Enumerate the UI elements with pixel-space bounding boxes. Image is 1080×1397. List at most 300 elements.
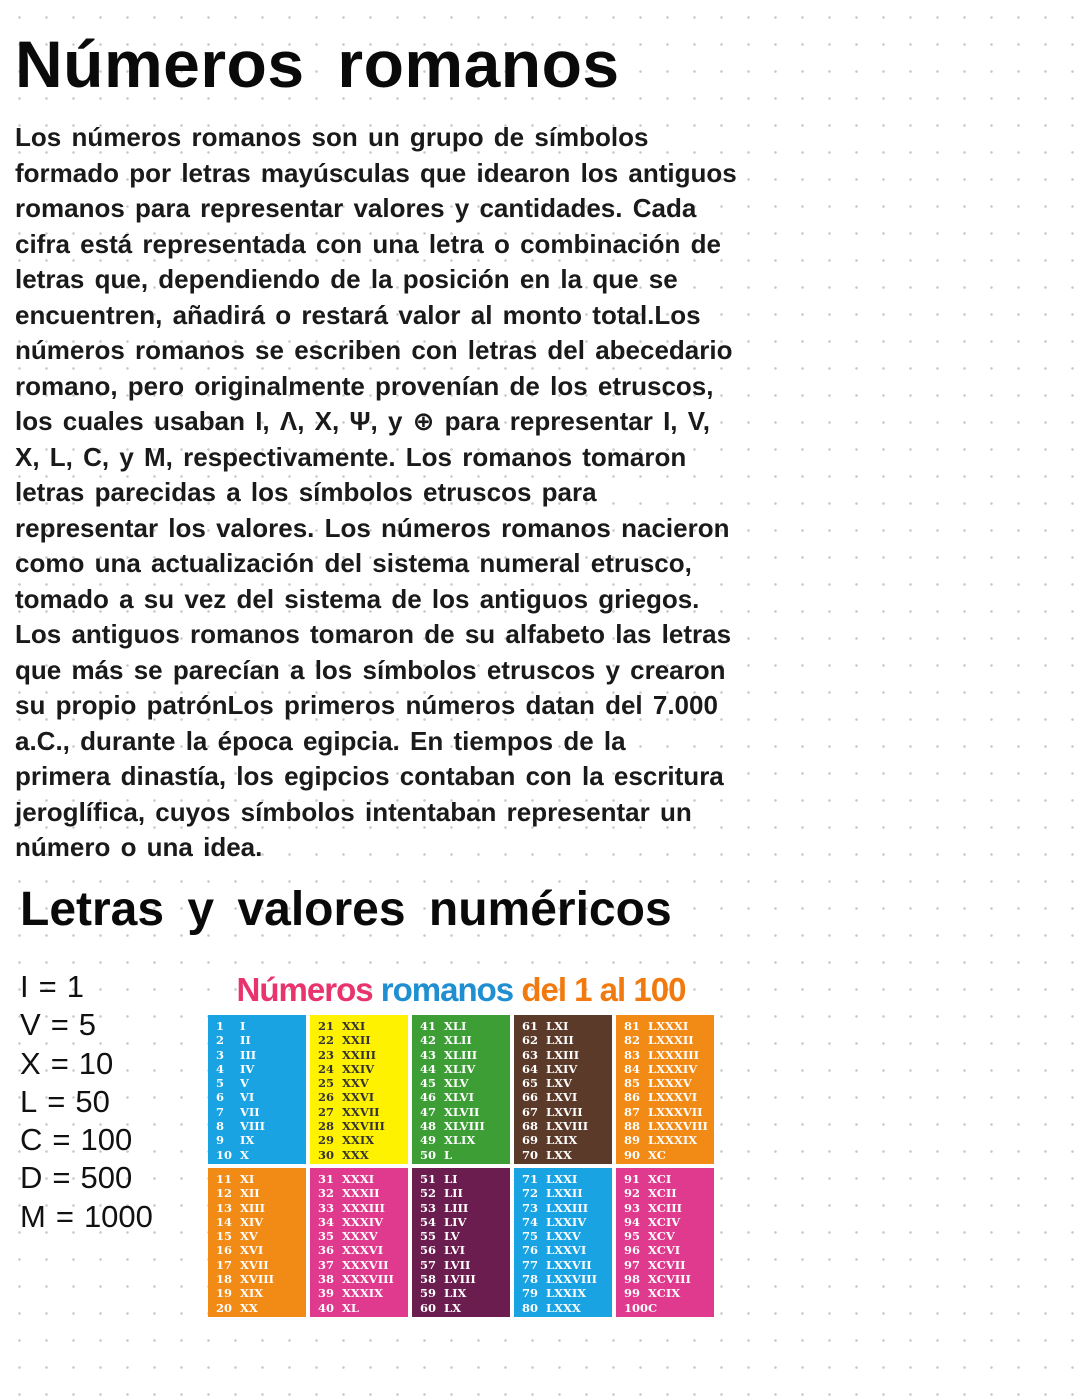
roman-number: XVIII — [240, 1272, 274, 1287]
roman-number: LXXVI — [546, 1243, 587, 1258]
intro-line: romano, pero originalmente provenían de los etruscos, — [15, 370, 714, 401]
numeral-row — [318, 1301, 408, 1315]
arabic-number: 3 — [216, 1047, 225, 1062]
roman-number: LXXXIII — [648, 1047, 699, 1062]
intro-line: su propio patrónLos primeros números datan del 7.000 — [15, 690, 718, 720]
legend-equals: = — [55, 1198, 74, 1234]
numeral-row — [420, 1019, 510, 1033]
arabic-number: 18 — [216, 1272, 233, 1287]
arabic-number: 30 — [318, 1147, 335, 1162]
numeral-row — [624, 1172, 714, 1186]
numeral-row — [624, 1258, 714, 1272]
numeral-row — [216, 1186, 306, 1200]
arabic-number: 71 — [522, 1172, 539, 1186]
arabic-number: 12 — [216, 1186, 233, 1201]
roman-number: X — [240, 1147, 249, 1162]
roman-number: XCVI — [648, 1243, 681, 1258]
numeral-row — [216, 1033, 306, 1047]
roman-number: LXXXIV — [648, 1061, 698, 1076]
arabic-number: 43 — [420, 1047, 437, 1062]
numeral-block — [616, 1168, 714, 1317]
letter-value-list — [20, 968, 153, 1236]
arabic-number: 96 — [624, 1243, 641, 1258]
numeral-row — [216, 1215, 306, 1229]
roman-number: XLIII — [444, 1047, 478, 1062]
legend-item — [20, 1045, 153, 1083]
arabic-number: 32 — [318, 1186, 335, 1201]
roman-number: LXVII — [546, 1104, 583, 1119]
arabic-number: 100 — [624, 1300, 649, 1315]
numeral-row — [420, 1105, 510, 1119]
arabic-number: 17 — [216, 1257, 233, 1272]
roman-number: XXXVII — [342, 1257, 389, 1272]
numeral-row — [420, 1076, 510, 1090]
roman-number: XXI — [342, 1019, 366, 1033]
numeral-block — [412, 1168, 510, 1317]
numeral-row — [420, 1272, 510, 1286]
numeral-row — [420, 1229, 510, 1243]
arabic-number: 76 — [522, 1243, 539, 1258]
numeral-row — [420, 1172, 510, 1186]
roman-number: XIV — [240, 1214, 264, 1229]
roman-number: XI — [240, 1172, 255, 1186]
roman-number: XV — [240, 1229, 258, 1244]
legend-value: 5 — [78, 1007, 97, 1043]
numeral-row — [216, 1148, 306, 1162]
arabic-number: 64 — [522, 1061, 539, 1076]
numeral-row — [318, 1229, 408, 1243]
numeral-row — [420, 1148, 510, 1162]
arabic-number: 55 — [420, 1229, 437, 1244]
roman-number: L — [444, 1147, 453, 1162]
roman-number: LXXV — [546, 1229, 581, 1244]
legend-letter: C — [20, 1122, 43, 1158]
numeral-row — [624, 1243, 714, 1257]
legend-letter: X — [20, 1045, 41, 1081]
roman-number: XXX — [342, 1147, 369, 1162]
roman-number: XCII — [648, 1186, 677, 1201]
legend-value: 50 — [75, 1083, 110, 1119]
legend-letter: V — [20, 1007, 41, 1043]
arabic-number: 14 — [216, 1214, 233, 1229]
intro-line: Los antiguos romanos tomaron de su alfabeto las letras — [15, 619, 732, 649]
arabic-number: 9 — [216, 1133, 225, 1148]
legend-letter: I — [20, 969, 29, 1004]
roman-number: XL — [342, 1300, 360, 1315]
arabic-number: 53 — [420, 1200, 437, 1215]
numeral-row — [420, 1119, 510, 1133]
arabic-number: 49 — [420, 1133, 437, 1148]
roman-number: XCI — [648, 1172, 672, 1186]
arabic-number: 36 — [318, 1243, 335, 1258]
numeral-row — [216, 1090, 306, 1104]
numeral-row — [624, 1229, 714, 1243]
arabic-number: 1 — [216, 1019, 225, 1033]
roman-number: LV — [444, 1229, 460, 1244]
numeral-row — [522, 1201, 612, 1215]
arabic-number: 50 — [420, 1147, 437, 1162]
arabic-number: 7 — [216, 1104, 225, 1119]
roman-number: LXIX — [546, 1133, 578, 1148]
roman-number: XXVIII — [342, 1119, 385, 1134]
numeral-row — [318, 1048, 408, 1062]
roman-number: LXXVII — [546, 1257, 592, 1272]
numeral-row — [522, 1301, 612, 1315]
intro-line: letras parecidas a los símbolos etruscos para — [15, 477, 597, 507]
arabic-number: 88 — [624, 1119, 641, 1134]
roman-number: LVIII — [444, 1272, 476, 1287]
arabic-number: 66 — [522, 1090, 539, 1105]
arabic-number: 59 — [420, 1286, 437, 1301]
arabic-number: 84 — [624, 1061, 641, 1076]
arabic-number: 4 — [216, 1061, 225, 1076]
intro-line: tomado a su vez del sistema de los antiguos griegos. — [15, 583, 700, 614]
roman-number: LXXXI — [648, 1019, 689, 1033]
arabic-number: 72 — [522, 1186, 539, 1201]
numeral-row — [216, 1133, 306, 1147]
roman-number: XC — [648, 1147, 666, 1162]
arabic-number: 44 — [420, 1061, 437, 1076]
roman-number: XLII — [444, 1033, 472, 1048]
arabic-number: 16 — [216, 1243, 233, 1258]
arabic-number: 33 — [318, 1200, 335, 1215]
numeral-row — [318, 1272, 408, 1286]
intro-line: cifra está representada con una letra o combinación de — [15, 228, 721, 259]
roman-number: LXXX — [546, 1300, 581, 1315]
numeral-row — [420, 1048, 510, 1062]
roman-number: XXXII — [342, 1186, 380, 1201]
roman-number: LX — [444, 1300, 462, 1315]
intro-line: los cuales usaban I, Λ, X, Ψ, y ⊕ para representar I, V, — [15, 406, 710, 436]
numeral-row — [318, 1243, 408, 1257]
numeral-row — [420, 1062, 510, 1076]
legend-item — [20, 1083, 153, 1121]
roman-number: XVII — [240, 1257, 269, 1272]
roman-number: XLIX — [444, 1133, 476, 1148]
arabic-number: 85 — [624, 1076, 641, 1091]
numeral-row — [624, 1090, 714, 1104]
numeral-block — [310, 1015, 408, 1164]
arabic-number: 46 — [420, 1090, 437, 1105]
arabic-number: 90 — [624, 1147, 641, 1162]
legend-equals: = — [38, 969, 57, 1004]
roman-number: XXII — [342, 1033, 371, 1048]
page-title: Números romanos — [15, 27, 620, 101]
arabic-number: 29 — [318, 1133, 335, 1148]
roman-number: LXI — [546, 1019, 569, 1033]
numeral-row — [522, 1019, 612, 1033]
numeral-block — [208, 1015, 306, 1164]
numeral-row — [624, 1301, 714, 1315]
numeral-row — [522, 1229, 612, 1243]
numeral-row — [624, 1201, 714, 1215]
numeral-row — [522, 1119, 612, 1133]
numeral-row — [216, 1019, 306, 1033]
chart-title-part: romanos — [380, 971, 522, 1008]
arabic-number: 24 — [318, 1061, 335, 1076]
arabic-number: 6 — [216, 1090, 225, 1105]
section-title: Letras y valores numéricos — [20, 883, 672, 936]
numeral-row — [216, 1048, 306, 1062]
numeral-row — [216, 1105, 306, 1119]
numeral-row — [216, 1201, 306, 1215]
roman-number: XII — [240, 1186, 260, 1201]
roman-number: LVII — [444, 1257, 471, 1272]
numeral-block — [412, 1015, 510, 1164]
arabic-number: 25 — [318, 1076, 335, 1091]
numeral-row — [624, 1286, 714, 1300]
legend-item — [20, 1198, 153, 1236]
numeral-row — [216, 1119, 306, 1133]
roman-number: XCV — [648, 1229, 675, 1244]
intro-line: primera dinastía, los egipcios contaban con la escritura — [15, 761, 724, 791]
roman-number: LXXXV — [648, 1076, 692, 1091]
numeral-row — [318, 1076, 408, 1090]
roman-number: I — [240, 1019, 246, 1033]
numeral-row — [420, 1243, 510, 1257]
roman-number: XIX — [240, 1286, 264, 1301]
arabic-number: 70 — [522, 1147, 539, 1162]
numeral-row — [216, 1076, 306, 1090]
intro-line: número o una idea. — [15, 832, 263, 862]
legend-equals: = — [52, 1122, 71, 1158]
arabic-number: 99 — [624, 1286, 641, 1301]
arabic-number: 57 — [420, 1257, 437, 1272]
roman-number: XXXV — [342, 1229, 378, 1244]
numeral-row — [318, 1286, 408, 1300]
roman-number: VI — [240, 1090, 255, 1105]
roman-number: XXIV — [342, 1061, 375, 1076]
roman-number: LXXXVIII — [648, 1119, 708, 1134]
roman-number: LXXIV — [546, 1214, 587, 1229]
roman-number: III — [240, 1047, 257, 1062]
intro-line: romanos para representar valores y cantidades. Cada — [15, 193, 697, 223]
numeral-row — [318, 1148, 408, 1162]
numeral-row — [624, 1186, 714, 1200]
numeral-row — [420, 1033, 510, 1047]
numeral-row — [522, 1062, 612, 1076]
arabic-number: 89 — [624, 1133, 641, 1148]
arabic-number: 81 — [624, 1019, 641, 1033]
numeral-row — [624, 1105, 714, 1119]
numeral-block — [514, 1168, 612, 1317]
numeral-block — [616, 1015, 714, 1164]
intro-line: a.C., durante la época egipcia. En tiempos de la — [15, 725, 626, 756]
legend-value: 100 — [80, 1122, 133, 1158]
intro-line: letras que, dependiendo de la posición en la que se — [15, 264, 678, 294]
numeral-row — [318, 1033, 408, 1047]
legend-value: 500 — [80, 1160, 133, 1196]
numeral-row — [522, 1172, 612, 1186]
arabic-number: 47 — [420, 1104, 437, 1119]
roman-number: V — [240, 1076, 249, 1091]
legend-item — [20, 1006, 153, 1044]
roman-numerals-table — [208, 1015, 714, 1317]
arabic-number: 58 — [420, 1272, 437, 1287]
numeral-row — [624, 1133, 714, 1147]
numeral-row — [318, 1105, 408, 1119]
roman-number: LXV — [546, 1076, 572, 1091]
numeral-row — [624, 1062, 714, 1076]
numeral-row — [522, 1133, 612, 1147]
arabic-number: 48 — [420, 1119, 437, 1134]
legend-equals: = — [50, 1045, 69, 1081]
roman-number: LXXXIX — [648, 1133, 698, 1148]
roman-number: LXX — [546, 1147, 572, 1162]
arabic-number: 34 — [318, 1214, 335, 1229]
arabic-number: 51 — [420, 1172, 437, 1186]
legend-letter: L — [20, 1083, 38, 1119]
arabic-number: 13 — [216, 1200, 233, 1215]
arabic-number: 20 — [216, 1300, 233, 1315]
roman-number: LIV — [444, 1214, 467, 1229]
roman-number: XIII — [240, 1200, 266, 1215]
roman-number: XXXVI — [342, 1243, 384, 1258]
legend-equals: = — [50, 1007, 69, 1043]
numeral-row — [420, 1301, 510, 1315]
numeral-row — [318, 1172, 408, 1186]
numeral-block — [514, 1015, 612, 1164]
roman-number: XXVII — [342, 1104, 380, 1119]
numeral-row — [522, 1090, 612, 1104]
numeral-row — [420, 1186, 510, 1200]
roman-number: XVI — [240, 1243, 264, 1258]
roman-number: XLI — [444, 1019, 467, 1033]
numeral-row — [216, 1272, 306, 1286]
numeral-row — [522, 1148, 612, 1162]
numeral-row — [318, 1062, 408, 1076]
numeral-row — [216, 1301, 306, 1315]
numeral-row — [624, 1148, 714, 1162]
roman-number: LXXXVII — [648, 1104, 703, 1119]
arabic-number: 38 — [318, 1272, 335, 1287]
roman-number: XLIV — [444, 1061, 476, 1076]
arabic-number: 42 — [420, 1033, 437, 1048]
roman-number: LXXXII — [648, 1033, 694, 1048]
chart-title — [208, 966, 714, 1014]
arabic-number: 28 — [318, 1119, 335, 1134]
roman-number: XLVIII — [444, 1119, 485, 1134]
numeral-row — [624, 1019, 714, 1033]
numeral-row — [318, 1186, 408, 1200]
numeral-row — [522, 1105, 612, 1119]
numeral-row — [216, 1286, 306, 1300]
arabic-number: 68 — [522, 1119, 539, 1134]
arabic-number: 45 — [420, 1076, 437, 1091]
roman-number: XCIX — [648, 1286, 681, 1301]
roman-number: XXXIV — [342, 1214, 384, 1229]
roman-number: XXXIX — [342, 1286, 384, 1301]
arabic-number: 40 — [318, 1300, 335, 1315]
arabic-number: 94 — [624, 1214, 641, 1229]
arabic-number: 5 — [216, 1076, 225, 1091]
arabic-number: 39 — [318, 1286, 335, 1301]
numeral-row — [624, 1033, 714, 1047]
intro-line: encuentren, añadirá o restará valor al monto total.Los — [15, 299, 701, 330]
numeral-row — [624, 1076, 714, 1090]
arabic-number: 79 — [522, 1286, 539, 1301]
roman-number: LXII — [546, 1033, 574, 1048]
arabic-number: 31 — [318, 1172, 335, 1186]
legend-item — [20, 968, 153, 1006]
roman-number: XXIII — [342, 1047, 376, 1062]
arabic-number: 75 — [522, 1229, 539, 1244]
legend-equals: = — [52, 1160, 71, 1196]
arabic-number: 82 — [624, 1033, 641, 1048]
numeral-row — [420, 1215, 510, 1229]
arabic-number: 69 — [522, 1133, 539, 1148]
roman-number: LXIV — [546, 1061, 578, 1076]
roman-number: XCVII — [648, 1257, 686, 1272]
roman-number: VIII — [240, 1119, 266, 1134]
numeral-row — [522, 1048, 612, 1062]
roman-number: XXIX — [342, 1133, 375, 1148]
roman-number: XX — [240, 1300, 258, 1315]
arabic-number: 27 — [318, 1104, 335, 1119]
roman-number: LXXIII — [546, 1200, 589, 1215]
numeral-row — [522, 1076, 612, 1090]
arabic-number: 98 — [624, 1272, 641, 1287]
numeral-row — [318, 1090, 408, 1104]
arabic-number: 95 — [624, 1229, 641, 1244]
roman-number: LXXI — [546, 1172, 578, 1186]
legend-item — [20, 1159, 153, 1197]
intro-line: números romanos se escriben con letras del abecedario — [15, 335, 733, 365]
arabic-number: 80 — [522, 1300, 539, 1315]
numeral-row — [624, 1215, 714, 1229]
arabic-number: 23 — [318, 1047, 335, 1062]
legend-item — [20, 1121, 153, 1159]
numeral-block — [208, 1168, 306, 1317]
arabic-number: 63 — [522, 1047, 539, 1062]
arabic-number: 83 — [624, 1047, 641, 1062]
arabic-number: 92 — [624, 1186, 641, 1201]
arabic-number: 97 — [624, 1257, 641, 1272]
numeral-row — [216, 1062, 306, 1076]
roman-number: LVI — [444, 1243, 466, 1258]
numeral-row — [318, 1258, 408, 1272]
numeral-row — [522, 1033, 612, 1047]
numeral-row — [216, 1243, 306, 1257]
arabic-number: 86 — [624, 1090, 641, 1105]
roman-number: LXVI — [546, 1090, 578, 1105]
intro-line: Los números romanos son un grupo de símbolos — [15, 122, 649, 152]
chart-title-part: Números — [236, 971, 381, 1008]
numeral-row — [522, 1186, 612, 1200]
numeral-row — [624, 1048, 714, 1062]
chart-title-part: del 1 al 100 — [521, 971, 686, 1008]
arabic-number: 52 — [420, 1186, 437, 1201]
legend-letter: M — [20, 1198, 46, 1234]
numeral-row — [318, 1215, 408, 1229]
numeral-row — [522, 1258, 612, 1272]
arabic-number: 67 — [522, 1104, 539, 1119]
roman-number: XLVI — [444, 1090, 474, 1105]
roman-number: XCIV — [648, 1214, 681, 1229]
arabic-number: 65 — [522, 1076, 539, 1091]
numeral-row — [420, 1133, 510, 1147]
arabic-number: 60 — [420, 1300, 437, 1315]
roman-number: LIX — [444, 1286, 467, 1301]
roman-number: LXXII — [546, 1186, 583, 1201]
numeral-row — [624, 1272, 714, 1286]
arabic-number: 78 — [522, 1272, 539, 1287]
roman-number: C — [648, 1300, 658, 1315]
arabic-number: 21 — [318, 1019, 335, 1033]
roman-number: XXXIII — [342, 1200, 385, 1215]
arabic-number: 35 — [318, 1229, 335, 1244]
numeral-row — [216, 1172, 306, 1186]
